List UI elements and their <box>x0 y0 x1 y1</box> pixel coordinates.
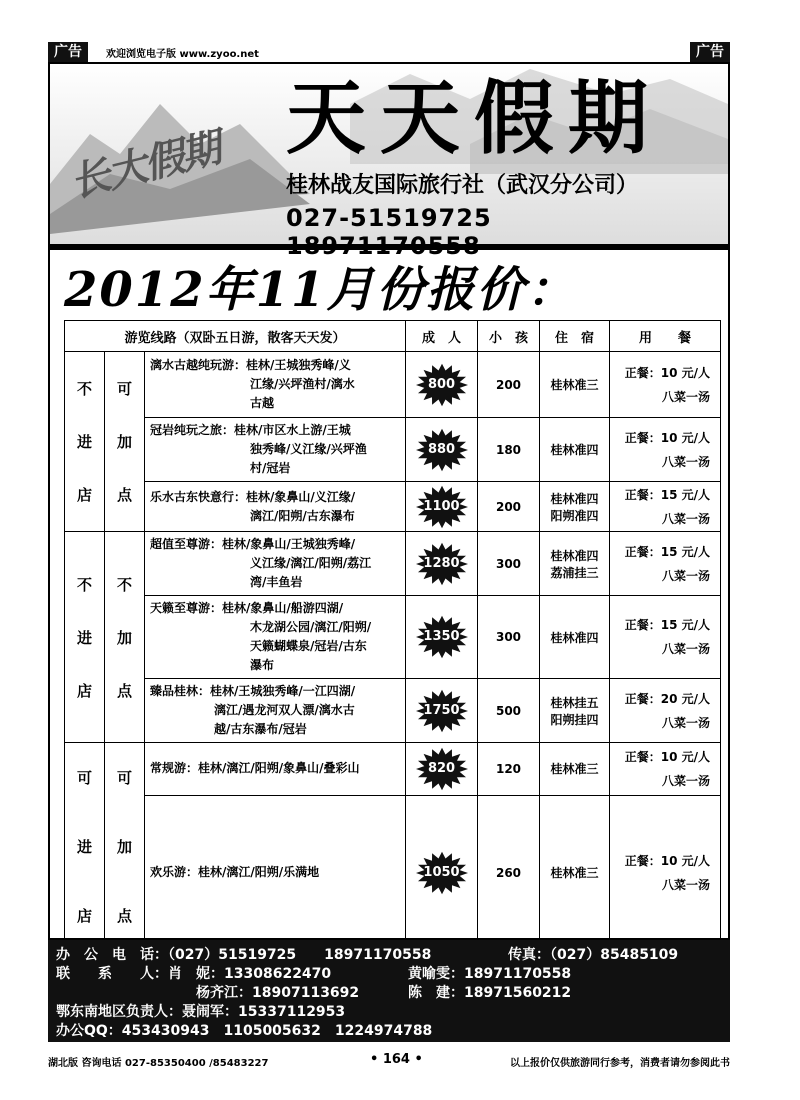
hotel: 桂林挂五 阳朔挂四 <box>540 679 610 743</box>
route-cell: 常规游：桂林/漓江/阳朔/象鼻山/叠彩山 <box>145 743 406 796</box>
footer-contact-2: 黄喻雯：18971170558 <box>408 966 572 982</box>
price-starburst: 1750 <box>415 689 469 733</box>
adult-price <box>406 596 478 679</box>
meal: 正餐：15 元/人 八菜一汤 <box>610 532 721 596</box>
table-row <box>65 418 721 482</box>
meal: 正餐：10 元/人 八菜一汤 <box>610 352 721 418</box>
page-number: • 164 • <box>370 1052 423 1067</box>
header-phones <box>286 204 728 260</box>
contact-footer <box>48 940 730 1042</box>
adult-price <box>406 352 478 418</box>
table-row <box>65 679 721 743</box>
hotel: 桂林准三 <box>540 743 610 796</box>
logo-text: 长大假期 <box>65 124 225 207</box>
route-cell: 超值至尊游：桂林/象鼻山/王城独秀峰/ 义江缘/漓江/阳朔/荔江 湾/丰鱼岩 <box>145 532 406 596</box>
footer-qq: 办公QQ：453430943 1105005632 1224974788 <box>56 1023 433 1039</box>
child-price: 200 <box>478 352 540 418</box>
price-starburst: 1050 <box>415 851 469 895</box>
price-starburst: 1350 <box>415 615 469 659</box>
adult-price <box>406 532 478 596</box>
route-cell: 欢乐游：桂林/漓江/阳朔/乐满地 <box>145 795 406 950</box>
table-header-row <box>65 321 721 352</box>
footer-line-2: 联 系 人：肖 妮：13308622470 <box>56 966 332 982</box>
header-adult: 成 人 <box>406 321 478 352</box>
header-route: 游览线路（双卧五日游，散客天天发） <box>65 321 406 352</box>
hotel: 桂林准四 <box>540 596 610 679</box>
table-row <box>65 532 721 596</box>
table-row <box>65 743 721 796</box>
route-cell: 冠岩纯玩之旅：桂林/市区水上游/王城 独秀峰/义江缘/兴坪渔 村/冠岩 <box>145 418 406 482</box>
footer-contact-4: 陈 建：18971560212 <box>408 985 572 1001</box>
table-row <box>65 482 721 532</box>
hotel: 桂林准四 <box>540 418 610 482</box>
meal: 正餐：10 元/人 八菜一汤 <box>610 743 721 796</box>
meal: 正餐：10 元/人 八菜一汤 <box>610 795 721 950</box>
header-divider <box>48 244 730 250</box>
meal: 正餐：15 元/人 八菜一汤 <box>610 596 721 679</box>
child-price: 500 <box>478 679 540 743</box>
group-3-col-b: 可 加 点 <box>105 743 145 951</box>
footer-disclaimer: 以上报价仅供旅游同行参考，消费者请勿参阅此书 <box>510 1058 730 1069</box>
ad-tag-left: 广告 <box>48 42 88 62</box>
table-row <box>65 352 721 418</box>
group-2-col-a: 不 进 店 <box>65 532 105 743</box>
footer-contact-3: 杨齐江：18907113692 <box>196 985 360 1001</box>
price-starburst: 800 <box>415 363 469 407</box>
footer-line-4: 鄂东南地区负责人：聂闹军：15337112953 <box>56 1004 346 1020</box>
price-table <box>64 320 721 951</box>
group-3-col-a: 可 进 店 <box>65 743 105 951</box>
table-row <box>65 795 721 950</box>
hotel: 桂林准三 <box>540 352 610 418</box>
route-cell: 乐水古东快意行：桂林/象鼻山/义江缘/ 漓江/阳朔/古东瀑布 <box>145 482 406 532</box>
price-starburst: 1100 <box>415 485 469 529</box>
agency-name: 桂林战友国际旅行社（武汉分公司） <box>286 173 639 198</box>
child-price: 120 <box>478 743 540 796</box>
adult-price <box>406 482 478 532</box>
footer-edition: 湖北版 咨询电话 027-85350400 /85483227 <box>48 1058 269 1069</box>
meal: 正餐：15 元/人 八菜一汤 <box>610 482 721 532</box>
page-footer <box>48 1052 730 1070</box>
header <box>50 64 728 244</box>
hotel: 桂林准四 荔浦挂三 <box>540 532 610 596</box>
meal: 正餐：10 元/人 八菜一汤 <box>610 418 721 482</box>
price-starburst: 1280 <box>415 542 469 586</box>
hotel: 桂林准四 阳朔准四 <box>540 482 610 532</box>
group-1-col-b: 可 加 点 <box>105 352 145 532</box>
ad-tag-right: 广告 <box>690 42 730 62</box>
footer-line-1: 办 公 电 话：（027）51519725 18971170558 <box>56 947 432 963</box>
meal: 正餐：20 元/人 八菜一汤 <box>610 679 721 743</box>
adult-price <box>406 743 478 796</box>
child-price: 300 <box>478 596 540 679</box>
header-meal: 用 餐 <box>610 321 721 352</box>
route-cell: 天籁至尊游：桂林/象鼻山/船游四湖/ 木龙湖公园/漓江/阳朔/ 天籁蝴蝶泉/冠岩/古东 瀑布 <box>145 596 406 679</box>
price-starburst: 880 <box>415 428 469 472</box>
site-url: 欢迎浏览电子版 www.zyoo.net <box>106 49 259 60</box>
route-cell: 臻品桂林：桂林/王城独秀峰/一江四湖/ 漓江/遇龙河双人漂/漓水古 越/古东瀑布/冠岩 <box>145 679 406 743</box>
adult-price <box>406 795 478 950</box>
price-title: 2012年11月份报价： <box>64 262 577 318</box>
child-price: 200 <box>478 482 540 532</box>
price-starburst: 820 <box>415 747 469 791</box>
child-price: 300 <box>478 532 540 596</box>
adult-price <box>406 418 478 482</box>
top-bar <box>48 42 730 62</box>
route-cell: 漓水古越纯玩游：桂林/王城独秀峰/义 江缘/兴坪渔村/漓水 古越 <box>145 352 406 418</box>
adult-price <box>406 679 478 743</box>
footer-fax: 传真：（027）85485109 <box>508 947 679 963</box>
header-phone-1: 027-51519725 <box>286 204 492 232</box>
group-2-col-b: 不 加 点 <box>105 532 145 743</box>
table-row <box>65 596 721 679</box>
child-price: 180 <box>478 418 540 482</box>
header-child: 小 孩 <box>478 321 540 352</box>
header-hotel: 住 宿 <box>540 321 610 352</box>
group-1-col-a: 不 进 店 <box>65 352 105 532</box>
hotel: 桂林准三 <box>540 795 610 950</box>
brand-title: 天天假期 <box>286 71 662 165</box>
child-price: 260 <box>478 795 540 950</box>
